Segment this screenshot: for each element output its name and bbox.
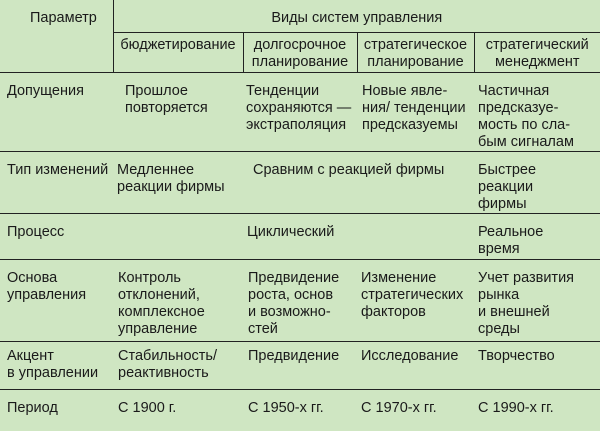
table-cell: Реальное время xyxy=(478,224,544,257)
table-cell: С 1970-х гг. xyxy=(361,400,437,416)
table-cell: Тенденции сохраняются — экстраполяция xyxy=(246,83,352,133)
header-type-strategic-management: стратегический менеджмент xyxy=(485,37,589,70)
table-cell: Циклический xyxy=(247,224,335,240)
table-cell xyxy=(113,214,243,260)
table-row xyxy=(0,214,600,260)
table-row xyxy=(0,390,600,431)
header-param: Параметр xyxy=(0,0,113,73)
table-cell: Быстрее реакции фирмы xyxy=(478,162,537,212)
table-cell: Частичная предсказуе- мость по сла- бым сигналам xyxy=(478,83,574,150)
table-cell: Контроль отклонений, комплексное управление xyxy=(118,270,205,337)
header-group: Виды систем управления xyxy=(113,0,600,33)
table-row xyxy=(0,152,600,214)
table-cell xyxy=(357,214,474,260)
row-label: Период xyxy=(7,400,58,416)
table-cell: Сравним с реакцией фирмы xyxy=(253,162,445,178)
table-row xyxy=(0,260,600,342)
table-cell: С 1990-х гг. xyxy=(478,400,554,416)
table-row xyxy=(0,342,600,390)
table-cell: Новые явле- ния/ тенденции предсказуемы xyxy=(362,83,466,133)
table-cell: Предвидение роста, основ и возможно- стей xyxy=(248,270,340,337)
table-cell: С 1950-х гг. xyxy=(248,400,324,416)
table-cell: Исследование xyxy=(361,348,459,364)
row-label: Допущения xyxy=(7,83,84,99)
row-label: Процесс xyxy=(7,224,65,240)
header-type-strategic-planning: стратегическое планирование xyxy=(357,33,474,73)
table-cell: Учет развития рынка и внешней среды xyxy=(478,270,575,337)
table-row xyxy=(0,73,600,152)
row-label: Тип изменений xyxy=(7,162,109,178)
table-cell: Стабильность/ реактивность xyxy=(118,348,217,381)
header-type-longterm: долгосрочное планирование xyxy=(243,33,357,73)
table-cell: С 1900 г. xyxy=(118,400,177,416)
header-type-budgeting: бюджетирование xyxy=(113,33,243,73)
table-cell: Изменение стратегических факторов xyxy=(361,270,464,320)
table-cell: Прошлое повторяется xyxy=(125,83,208,116)
row-label: Акцент в управлении xyxy=(7,348,99,381)
table-cell: Предвидение xyxy=(248,348,340,364)
row-label: Основа управления xyxy=(7,270,87,303)
table-cell: Творчество xyxy=(478,348,555,364)
table-cell: Медленнее реакции фирмы xyxy=(117,162,225,195)
